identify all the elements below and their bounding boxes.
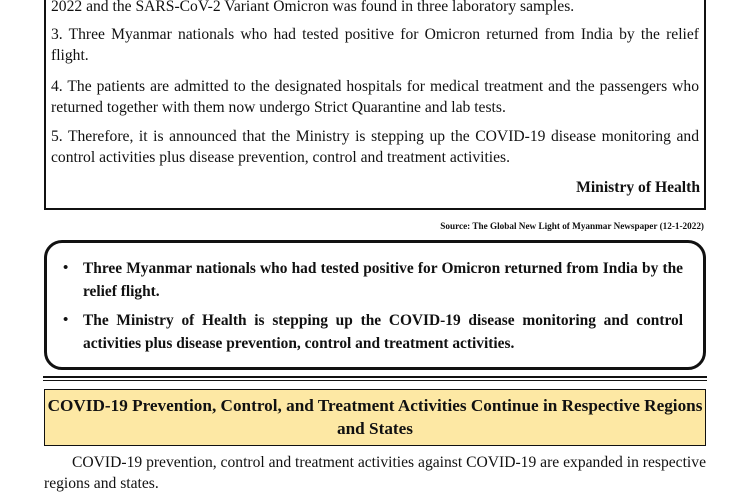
highlight-text: Three Myanmar nationals who had tested positive for Omicron returned from India by the relief flight. <box>83 260 683 300</box>
press-release-box <box>44 0 706 210</box>
section-body-text: COVID-19 prevention, control and treatment activities against COVID-19 are expanded in respective regions and states. <box>44 454 706 492</box>
highlights-box <box>44 240 706 370</box>
section-divider-thin <box>43 380 707 381</box>
signature: Ministry of Health <box>576 179 700 196</box>
source-credit: Source: The Global New Light of Myanmar Newspaper (12-1-2022) <box>440 221 704 231</box>
section-divider-thick <box>43 376 707 378</box>
press-paragraph-4: 4. The patients are admitted to the designated hospitals for medical treatment and the passengers who returned together with them now undergo Strict Quarantine and lab tests. <box>51 78 699 116</box>
highlight-item <box>57 309 683 355</box>
highlight-item <box>57 257 683 303</box>
bullet-icon: • <box>63 260 69 276</box>
bullet-icon: • <box>63 312 69 328</box>
highlight-text: The Ministry of Health is stepping up the COVID-19 disease monitoring and control activities plus disease prevention, control and treatment activities. <box>83 312 683 352</box>
press-paragraph-3: 3. Three Myanmar nationals who had tested positive for Omicron returned from India by the relief flight. <box>51 26 699 64</box>
press-paragraph-2-tail: 2022 and the SARS-CoV-2 Variant Omicron was found in three laboratory samples. <box>51 0 575 15</box>
highlights-list <box>57 257 683 355</box>
press-paragraph-5: 5. Therefore, it is announced that the Ministry is stepping up the COVID-19 disease monitoring and control activities plus disease prevention, control and treatment activities. <box>51 128 699 166</box>
section-headline: COVID-19 Prevention, Control, and Treatment Activities Continue in Respective Regions and States <box>44 389 706 446</box>
